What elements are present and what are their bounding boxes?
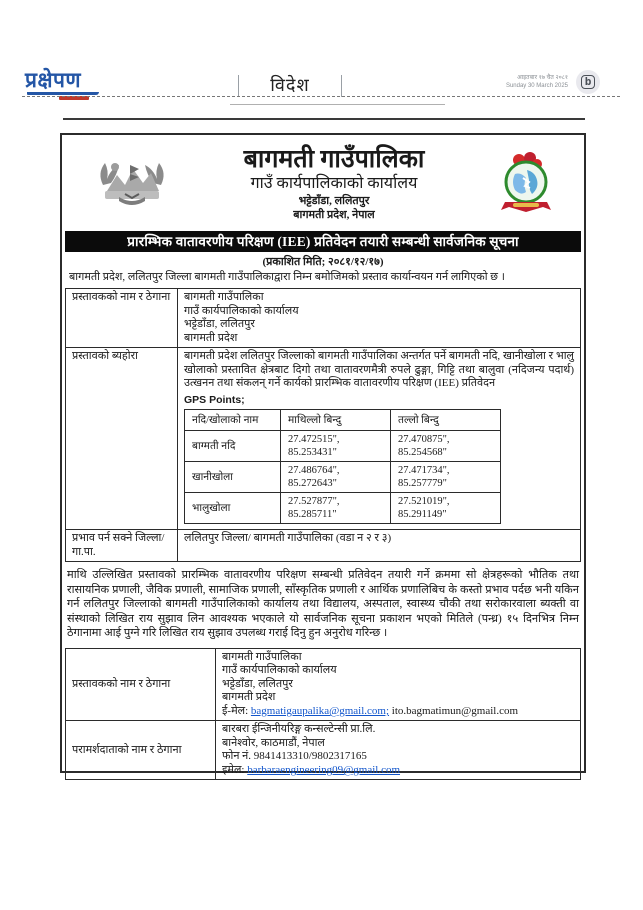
notice-org-block	[169, 146, 499, 222]
divider-bar	[341, 75, 342, 97]
proposal-table	[65, 288, 581, 562]
nepal-emblem-icon	[95, 155, 169, 213]
affected-area-value: ललितपुर जिल्ला/ बागमती गाउँपालिका (वडा न २ र ३)	[178, 530, 581, 562]
gps-col-upper: माथिल्लो बिन्दु	[281, 410, 391, 431]
gps-table	[184, 409, 501, 524]
gps-row	[185, 462, 501, 493]
consultant-contact	[216, 721, 581, 780]
table-row	[66, 348, 581, 530]
address-line: बागमती प्रदेश	[222, 691, 276, 704]
gps-row	[185, 493, 501, 524]
masthead-date-english: Sunday 30 March 2025	[505, 83, 568, 89]
gps-row	[185, 431, 501, 462]
proposer-email-2: ito.bagmatimun@gmail.com	[389, 704, 519, 717]
proposal-detail-label: प्रस्तावको ब्यहोरा	[66, 348, 178, 530]
gps-points-label: GPS Points;	[184, 393, 245, 406]
org-name: बागमती गाउँपालिका	[243, 146, 425, 173]
public-notice	[60, 133, 586, 776]
proposer-email-link[interactable]: bagmatigaupalika@gmail.com;	[250, 704, 390, 717]
section-header	[240, 73, 340, 97]
affected-area-label: प्रभाव पर्न सक्ने जिल्ला/गा.पा.	[66, 530, 178, 562]
address-line: बागमती गाउँपालिका	[184, 291, 264, 303]
address-line: भट्टेडाँडा, ललितपुर	[222, 677, 293, 690]
consultant-contact-label: परामर्शदाताको नाम र ठेगाना	[66, 721, 216, 780]
masthead-date	[506, 74, 568, 90]
email-label: ई-मेल:	[222, 704, 251, 717]
masthead-sub-rule	[230, 104, 445, 105]
lower-point: 27.470875", 85.254568"	[391, 431, 501, 462]
badge-glyph: b	[581, 75, 596, 89]
table-row	[66, 648, 581, 721]
proposal-detail	[178, 348, 581, 530]
proposal-description: बागमती प्रदेश ललितपुर जिल्लाको बागमती गाउँपालिका अन्तर्गत पर्ने बागमती नदि, खानीखोला र भालु खोलाको प्रस्तावित क्षेत्रबाट दिगो तथा वातावरणमैत्री रुपले ढुङ्गा, गिट्टि तथा बालुवा (नदिजन्य पदार्थ) उत्खनन तथा संकलन् गर्ने कार्यको प्रारम्भिक वातावरणीय परिक्षण (IEE) प्रतिवेदन	[184, 350, 574, 389]
notice-paragraph: माथि उल्लिखित प्रस्तावको प्रारम्भिक वातावरणीय परिक्षण सम्बन्धी प्रतिवेदन तयारी गर्ने क्रममा सो क्षेत्रहरूको भौतिक तथा रासायनिक प्रणाली, जैविक प्रणाली, सामाजिक प्रणाली, साँस्कृतिक प्रणाली र आर्थिक प्रणालिबिच के कस्तो प्रभाव पर्दछ भनी यकिन गर्न ललितपुर जिल्लाको बागमती गाउँपालिकाको कार्यालय तथा विद्यालय, अस्पताल, स्वास्थ्य चौकी तथा सरोकारवाला ब्यक्ती वा संस्थाको लिखित राय सुझाव लिन आवश्यक भएकाले यो सार्वजनिक सूचना प्रकाशन भएको मितिले (पन्ध्र) १५ दिनभित्र निम्न ठेगानामा आई पुग्ने गरि लिखित राय सुझाव उपलब्ध गराई दिनु हुन अनुरोध गरिन्छ ।	[67, 569, 579, 640]
intro-text: बागमती प्रदेश, ललितपुर जिल्ला बागमती गाउँपालिकाद्वारा निम्न बमोजिमको प्रस्ताव कार्यान्वयन गर्न लागिएको छ ।	[69, 271, 505, 283]
address-line: गाउँ कार्यपालिकाको कार्यालय	[222, 664, 337, 677]
address-line: बानेश्वोर, काठमाडौं, नेपाल	[222, 736, 325, 749]
org-place: भट्टेडाँडा, ललितपुर	[298, 195, 370, 207]
proposer-contact	[216, 648, 581, 721]
email-line	[222, 764, 574, 778]
gps-header-row	[185, 410, 501, 431]
address-line: भट्टेडाँडा, ललितपुर	[184, 318, 255, 330]
upper-point: 27.527877", 85.285711"	[281, 493, 391, 524]
municipality-logo-icon	[499, 152, 553, 216]
masthead-date-nepali: आइतबार १७ चैत २०८१	[517, 75, 568, 81]
river-name: भालुखोला	[185, 493, 281, 524]
masthead-dotted-rule	[22, 96, 620, 97]
table-row	[66, 721, 581, 780]
consultant-email-link[interactable]: barbaraengineering09@gmail.com	[247, 763, 401, 776]
section-title: विदेश	[270, 75, 310, 95]
address-line: बागमती गाउँपालिका	[222, 650, 302, 663]
email-line	[222, 705, 574, 719]
lower-point: 27.521019", 85.291149"	[391, 493, 501, 524]
table-row	[66, 530, 581, 562]
org-office: गाउँ कार्यपालिकाको कार्यालय	[250, 175, 418, 192]
address-line: गाउँ कार्यपालिकाको कार्यालय	[184, 304, 299, 317]
proposer-contact-label: प्रस्तावकको नाम र ठेगाना	[66, 648, 216, 721]
proposer-address	[178, 289, 581, 348]
org-province: बागमती प्रदेश, नेपाल	[293, 209, 375, 221]
newspaper-badge-icon	[576, 70, 600, 94]
newspaper-name: प्रक्षेपण	[25, 69, 82, 92]
notice-header	[65, 135, 581, 231]
gps-col-lower: तल्लो बिन्दु	[391, 410, 501, 431]
logo-swoosh	[27, 92, 99, 95]
table-row	[66, 289, 581, 348]
address-line: बागमती प्रदेश	[184, 331, 238, 344]
contact-table	[65, 648, 581, 781]
upper-point: 27.472515", 85.253431"	[281, 431, 391, 462]
river-name: बाग्मती नदि	[185, 431, 281, 462]
upper-point: 27.486764", 85.272643"	[281, 462, 391, 493]
notice-banner-title: प्रारम्भिक वातावरणीय परिक्षण (IEE) प्रतिवेदन तयारी सम्बन्धी सार्वजनिक सूचना	[65, 231, 581, 252]
address-line: बारबरा ईन्जिनीयरिङ्ग कन्सल्टेन्सी प्रा.लि.	[222, 723, 376, 736]
divider-bar	[238, 75, 239, 97]
article-top-rule	[63, 118, 585, 120]
published-date: (प्रकाशित मिति; २०८१/१२/१७)	[262, 256, 384, 268]
email-label: इमेल:	[222, 763, 248, 776]
proposer-label: प्रस्तावकको नाम र ठेगाना	[66, 289, 178, 348]
river-name: खानीखोला	[185, 462, 281, 493]
phone-line: फोन नं. 9841413310/9802317165	[222, 750, 367, 763]
lower-point: 27.471734", 85.257779"	[391, 462, 501, 493]
gps-col-river: नदि/खोलाको नाम	[185, 410, 281, 431]
